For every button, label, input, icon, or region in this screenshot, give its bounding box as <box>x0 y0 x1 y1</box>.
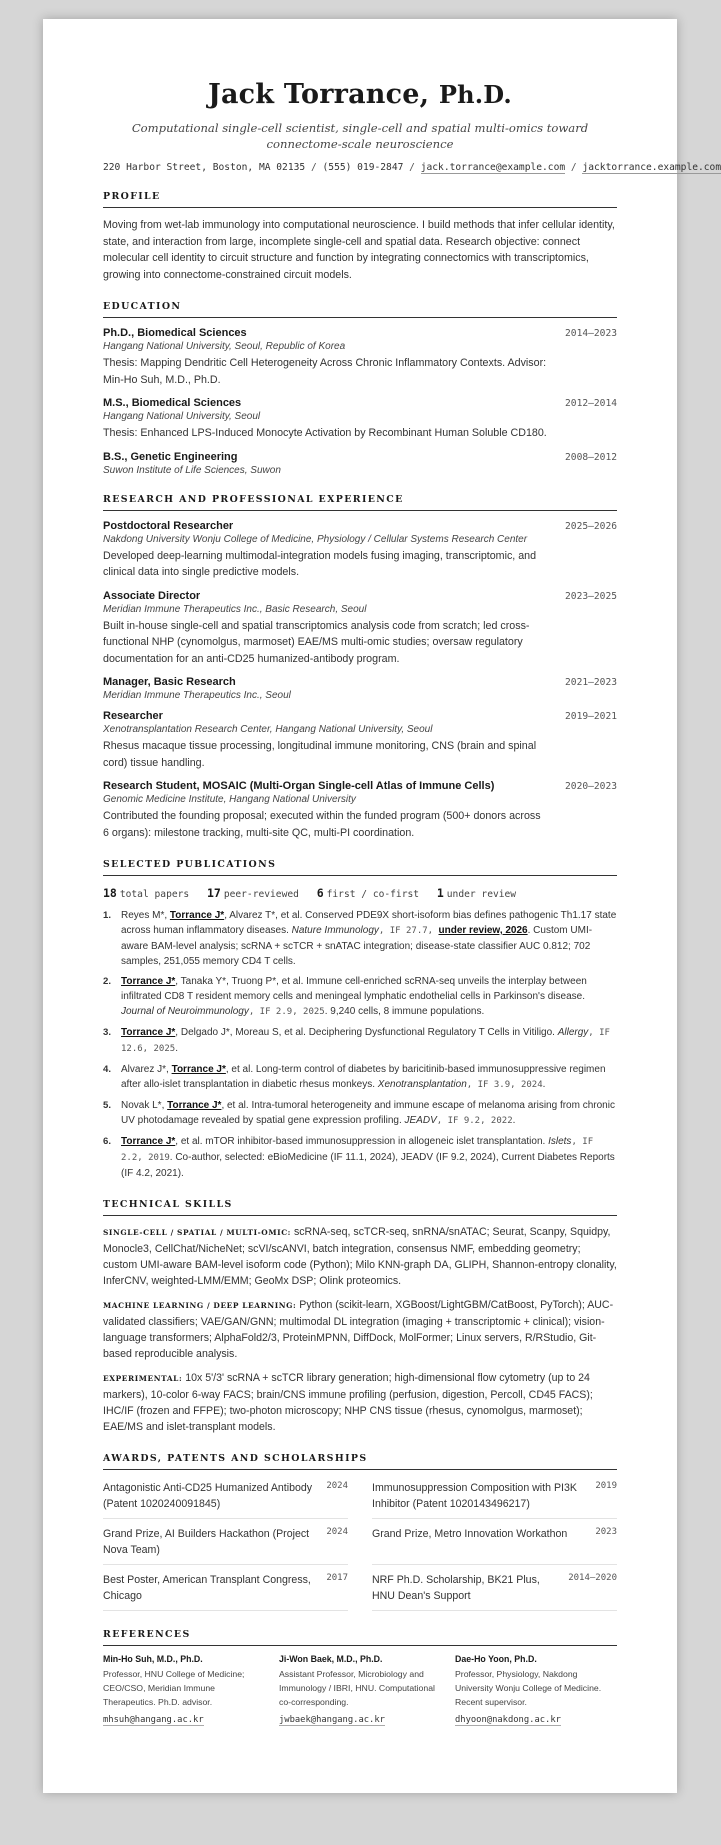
reference-role: Professor, HNU College of Medicine; CEO/CSO, Meridian Immune Therapeutics. Ph.D. advisor. <box>103 1669 245 1707</box>
pub-title: , et al. Intra-tumoral heterogeneity and immune escape of melanoma arising from chronic UV photodamage revealed by spatial gene expression profiling. <box>121 1100 615 1126</box>
name-text: Jack Torrance, <box>208 79 430 110</box>
education-institution: Hangang National University, Seoul <box>103 411 261 422</box>
skill-text: 10x 5'/3' scRNA + scTCR library generation; high-dimensional flow cytometry (up to 24 markers), 10-color 6-way FACS; brain/CNS immune profiling (perfusion, digestion, Percoll, CD45 FACS); IHC/IF (frozen and FFPE); two-photon microscopy; NHP CNS tissue (rhesus, cynomolgus, marmoset); EAE/MS and islet-transplant models. <box>103 1372 593 1433</box>
pub-note: . Custom UMI-aware BAM-level analysis; scRNA + scTCR + snATAC integration; disease-state classifier AUC 0.812; 702 samples, 251,055 memory CD4 T cells. <box>121 925 593 967</box>
experience-description: Built in-house single-cell and spatial transcriptomics analysis code from scratch; led cross-functional NHP (cynomolgus, marmoset) EAE/MS multi-omic studies; oversaw regulatory documentation for an anti-CD25 humanized-antibody program. <box>103 619 530 665</box>
pub-self-author: Torrance J* <box>121 1136 176 1147</box>
education-thesis: Thesis: Enhanced LPS-Induced Monocyte Activation by Recombinant Human Soluble CD180. <box>103 427 547 439</box>
education-dates: 2008–2012 <box>565 451 617 463</box>
section-title-experience: RESEARCH AND PROFESSIONAL EXPERIENCE <box>103 494 617 511</box>
award-item <box>372 1565 617 1611</box>
publication-number: 1. <box>103 910 112 921</box>
pub-title: , et al. mTOR inhibitor-based immunosuppression in allogeneic islet transplantation. <box>175 1136 549 1147</box>
award-year: 2017 <box>326 1573 348 1583</box>
experience-dates: 2019–2021 <box>565 711 617 722</box>
entry-head <box>103 676 617 688</box>
education-entry <box>103 451 617 476</box>
experience-entry <box>103 590 617 668</box>
award-title: Grand Prize, Metro Innovation Workathon <box>372 1528 568 1540</box>
stat-label: total papers <box>119 889 190 900</box>
contact-email-link[interactable]: jack.torrance@example.com <box>420 162 566 173</box>
experience-dates: 2020–2023 <box>565 781 617 792</box>
stat-value: 17 <box>206 886 221 900</box>
entry-head <box>103 520 617 532</box>
skill-text: scRNA-seq, scTCR-seq, snRNA/snATAC; Seurat, Scanpy, Squidpy, Monocle3, CellChat/NicheNet; scVI/scANVI, batch integration, consensus NMF, embedding geometry; custom UMI-aware BAM-level isoform code (Python); Milo KNN-graph DA, GLIPH, Shannon-entropy clonality, InferCNV, weighted-LMM/EMM; GeoMx DSP; Olink proteomics. <box>103 1226 617 1287</box>
education-institution: Suwon Institute of Life Sciences, Suwon <box>103 464 281 476</box>
experience-organization: Meridian Immune Therapeutics Inc., Basic Research, Seoul <box>103 603 367 615</box>
contact-separator: / <box>310 162 317 173</box>
skill-group <box>103 1224 617 1289</box>
reference-name: Dae-Ho Yoon, Ph.D. <box>455 1654 537 1664</box>
publication-stats <box>103 886 617 900</box>
contact-separator: / <box>570 162 577 173</box>
publication-number: 4. <box>103 1064 112 1075</box>
education-thesis: Thesis: Mapping Dendritic Cell Heterogeneity Across Chronic Inflammatory Contexts. Advisor: Min-Ho Suh, M.D., Ph.D. <box>103 357 547 386</box>
section-title-publications: SELECTED PUBLICATIONS <box>103 859 617 876</box>
award-title: Best Poster, American Transplant Congress, Chicago <box>103 1574 311 1602</box>
section-title-profile: PROFILE <box>103 191 617 208</box>
stat-label: under review <box>446 889 517 900</box>
award-title: NRF Ph.D. Scholarship, BK21 Plus, HNU Dean's Support <box>372 1574 540 1602</box>
contact-website-link[interactable]: jacktorrance.example.com <box>582 162 721 173</box>
award-year: 2024 <box>326 1481 348 1491</box>
pub-self-author: Torrance J* <box>121 1027 176 1038</box>
award-title: Immunosuppression Composition with PI3K Inhibitor (Patent 1020143496217) <box>372 1482 577 1510</box>
stat-item <box>436 886 517 900</box>
education-dates: 2014–2023 <box>565 328 617 339</box>
award-year: 2014–2020 <box>568 1573 617 1583</box>
publication-item <box>103 1098 617 1129</box>
pub-journal: Xenotransplantation <box>377 1079 467 1090</box>
award-title: Antagonistic Anti-CD25 Humanized Antibody (Patent 1020240091845) <box>103 1482 313 1510</box>
publication-number: 5. <box>103 1100 112 1111</box>
award-year: 2019 <box>595 1481 617 1491</box>
experience-role: Manager, Basic Research <box>103 676 236 688</box>
skill-category: MACHINE LEARNING / DEEP LEARNING: <box>103 1301 297 1310</box>
reference-name: Ji-Won Baek, M.D., Ph.D. <box>279 1654 383 1664</box>
experience-organization: Xenotransplantation Research Center, Hangang National University, Seoul <box>103 724 433 735</box>
pub-metric: , IF 12.6, 2025 <box>121 1028 610 1054</box>
pub-note: . <box>512 1115 516 1126</box>
pub-title: , Alvarez T*, et al. Conserved PDE9X short-isoform bias defines pathogenic Th1.17 state across human inflammatory diseases. <box>121 910 617 936</box>
pub-title: , Delgado J*, Moreau S, et al. Deciphering Dysfunctional Regulatory T Cells in Vitiligo. <box>175 1027 558 1038</box>
pub-authors-pre: Reyes M*, <box>121 910 170 921</box>
section-title-education: EDUCATION <box>103 301 617 318</box>
contact-address: 220 Harbor Street, Boston, MA 02135 <box>103 162 306 173</box>
reference-email-link[interactable]: jwbaek@hangang.ac.kr <box>279 1715 385 1725</box>
experience-role: Associate Director <box>103 589 201 602</box>
publication-citation <box>121 1062 617 1093</box>
references-grid <box>103 1654 617 1727</box>
award-item <box>103 1519 348 1565</box>
experience-organization: Nakdong University Wonju College of Medicine, Physiology / Cellular Systems Research Center <box>103 533 528 545</box>
section-title-skills: TECHNICAL SKILLS <box>103 1199 617 1216</box>
experience-organization: Genomic Medicine Institute, Hangang National University <box>103 794 356 805</box>
education-entry <box>103 327 617 388</box>
award-title: Grand Prize, AI Builders Hackathon (Project Nova Team) <box>103 1528 310 1556</box>
profile-text: Moving from wet-lab immunology into computational neuroscience. I build methods that infer cellular identity, state, and interaction from large, incomplete single-cell and spatial data. Research objective: connect molecular cell identity to circuit structure and function by integrating connectomics with transcriptomics, growing into connectome-constrained circuit models. <box>103 219 615 281</box>
entry-head <box>103 327 617 339</box>
publication-number: 6. <box>103 1136 112 1147</box>
pub-self-author: Torrance J* <box>167 1100 222 1111</box>
tagline: Computational single-cell scientist, single-cell and spatial multi-omics toward connectome-scale neuroscience <box>131 121 589 151</box>
reference-role: Assistant Professor, Microbiology and Immunology / IBRI, HNU. Computational co-corresponding. <box>279 1669 435 1707</box>
pub-note: . 9,240 cells, 8 immune populations. <box>324 1006 485 1017</box>
pub-journal: Islets <box>548 1136 572 1147</box>
pub-journal: Allergy <box>557 1027 589 1038</box>
stat-item <box>206 886 299 900</box>
pub-title: , et al. Long-term control of diabetes by baricitinib-based immunosuppressive regimen after allo-islet transplantation in diabetic rhesus monkeys. <box>121 1064 606 1090</box>
publication-item <box>103 974 617 1020</box>
publication-citation <box>121 1134 617 1181</box>
education-degree: Ph.D., Biomedical Sciences <box>103 327 247 339</box>
publication-number: 3. <box>103 1027 112 1038</box>
experience-entry <box>103 780 617 841</box>
stat-value: 6 <box>316 886 324 900</box>
experience-description: Developed deep-learning multimodal-integration models fusing imaging, transcriptomic, and clinical data into single predictive models. <box>103 549 537 578</box>
pub-journal: JEADV <box>404 1115 437 1126</box>
contact-phone: (555) 019-2847 <box>322 162 404 173</box>
entry-head <box>103 780 617 792</box>
education-degree: B.S., Genetic Engineering <box>103 450 238 463</box>
award-item <box>103 1473 348 1519</box>
award-year: 2023 <box>595 1527 617 1537</box>
pub-metric: , IF 2.9, 2025 <box>248 1007 325 1017</box>
publication-item <box>103 1134 617 1181</box>
reference-role: Professor, Physiology, Nakdong University Wonju College of Medicine. Recent supervisor. <box>455 1669 602 1707</box>
publication-item <box>103 908 617 969</box>
experience-description: Rhesus macaque tissue processing, longitudinal immune monitoring, CNS (brain and spinal cord) tissue handling. <box>103 740 537 769</box>
contact-line <box>103 162 721 173</box>
reference-item <box>455 1654 617 1727</box>
pub-metric: , IF 27.7, <box>378 926 439 936</box>
skills-list <box>103 1224 617 1435</box>
entry-head <box>103 397 617 409</box>
award-item <box>103 1565 348 1611</box>
reference-name: Min-Ho Suh, M.D., Ph.D. <box>103 1654 203 1664</box>
publication-item <box>103 1062 617 1093</box>
pub-self-author: Torrance J* <box>121 976 176 987</box>
pub-note: . <box>542 1079 546 1090</box>
skill-text: Python (scikit-learn, XGBoost/LightGBM/CatBoost, PyTorch); AUC-validated classifiers; VAE/GAN/GNN; multimodal DL integration (imaging + transcriptomic + clinical); vision-language transformers; AlphaFold2/3, ProteinMPNN, DiffDock, MolFormer; Linux servers, R/RStudio, Git-based reproducible analysis. <box>103 1299 614 1360</box>
pub-metric: , IF 3.9, 2024 <box>466 1080 543 1090</box>
reference-item <box>279 1654 441 1727</box>
education-degree: M.S., Biomedical Sciences <box>103 397 242 409</box>
publication-list <box>103 908 617 1181</box>
entry-head <box>103 710 617 722</box>
resume-content <box>103 19 721 1727</box>
education-institution: Hangang National University, Seoul, Republic of Korea <box>103 341 346 352</box>
experience-entry <box>103 676 617 701</box>
award-item <box>372 1473 617 1519</box>
stat-label: peer-reviewed <box>223 889 299 900</box>
reference-email-link[interactable]: dhyoon@nakdong.ac.kr <box>455 1715 561 1725</box>
pub-note: . <box>175 1043 178 1054</box>
entry-head <box>103 451 617 463</box>
experience-dates: 2025–2026 <box>565 520 617 532</box>
section-title-awards: AWARDS, PATENTS AND SCHOLARSHIPS <box>103 1453 617 1470</box>
name-credential: Ph.D. <box>438 80 512 109</box>
pub-journal: Nature Immunology <box>291 925 379 936</box>
pub-metric: , IF 9.2, 2022 <box>436 1116 513 1126</box>
education-list <box>103 327 617 476</box>
experience-dates: 2023–2025 <box>565 590 617 602</box>
skill-category: EXPERIMENTAL: <box>103 1374 183 1383</box>
section-title-references: REFERENCES <box>103 1629 617 1646</box>
publication-item <box>103 1025 617 1057</box>
publication-citation <box>121 1098 617 1129</box>
publication-citation <box>121 908 617 969</box>
reference-email-link[interactable]: mhsuh@hangang.ac.kr <box>103 1715 204 1725</box>
education-entry <box>103 397 617 442</box>
experience-list <box>103 520 617 842</box>
pub-authors-pre: Novak L*, <box>121 1100 168 1111</box>
pub-status: under review, 2026 <box>438 925 528 936</box>
entry-head <box>103 590 617 602</box>
skill-category: SINGLE-CELL / SPATIAL / MULTI-OMIC: <box>103 1228 291 1237</box>
resume-page <box>43 19 721 1793</box>
pub-journal: Journal of Neuroimmunology <box>121 1006 249 1017</box>
publication-citation <box>121 1025 617 1057</box>
reference-item <box>103 1654 265 1727</box>
award-year: 2024 <box>326 1527 348 1537</box>
stat-item <box>103 886 190 900</box>
stat-label: first / co-first <box>326 889 420 900</box>
education-dates: 2012–2014 <box>565 398 617 409</box>
pub-self-author: Torrance J* <box>169 910 225 921</box>
skill-group <box>103 1370 617 1435</box>
awards-grid <box>103 1473 617 1611</box>
experience-description: Contributed the founding proposal; executed within the funded program (500+ donors across 6 organs): milestone tracking, multi-site QC, multi-PI coordination. <box>103 810 541 839</box>
pub-authors-pre: Alvarez J*, <box>121 1064 172 1075</box>
award-item <box>372 1519 617 1565</box>
experience-entry <box>103 520 617 581</box>
stat-item <box>316 886 420 900</box>
publication-number: 2. <box>103 976 112 987</box>
contact-separator: / <box>409 162 415 173</box>
pub-self-author: Torrance J* <box>171 1064 226 1075</box>
experience-entry <box>103 710 617 771</box>
publication-citation <box>121 974 617 1020</box>
experience-role: Postdoctoral Researcher <box>103 519 234 532</box>
candidate-name <box>103 79 617 110</box>
experience-organization: Meridian Immune Therapeutics Inc., Seoul <box>103 690 291 701</box>
stat-value: 18 <box>103 886 117 900</box>
stat-value: 1 <box>436 886 444 900</box>
experience-role: Researcher <box>103 710 163 722</box>
experience-dates: 2021–2023 <box>565 677 617 688</box>
pub-title: , Tanaka Y*, Truong P*, et al. Immune cell-enriched scRNA-seq unveils the interplay between infiltrated CD8 T resident memory cells and meningeal lymphatic endothelial cells in Parkinson's disease. <box>121 976 587 1002</box>
skill-group <box>103 1297 617 1362</box>
experience-role: Research Student, MOSAIC (Multi-Organ Single-cell Atlas of Immune Cells) <box>103 780 495 792</box>
pub-note: . Co-author, selected: eBioMedicine (IF 11.1, 2024), JEADV (IF 9.2, 2024), Current Diabetes Reports (IF 4.2, 2021). <box>121 1152 615 1179</box>
pub-metric: , IF 2.2, 2019 <box>121 1137 594 1163</box>
